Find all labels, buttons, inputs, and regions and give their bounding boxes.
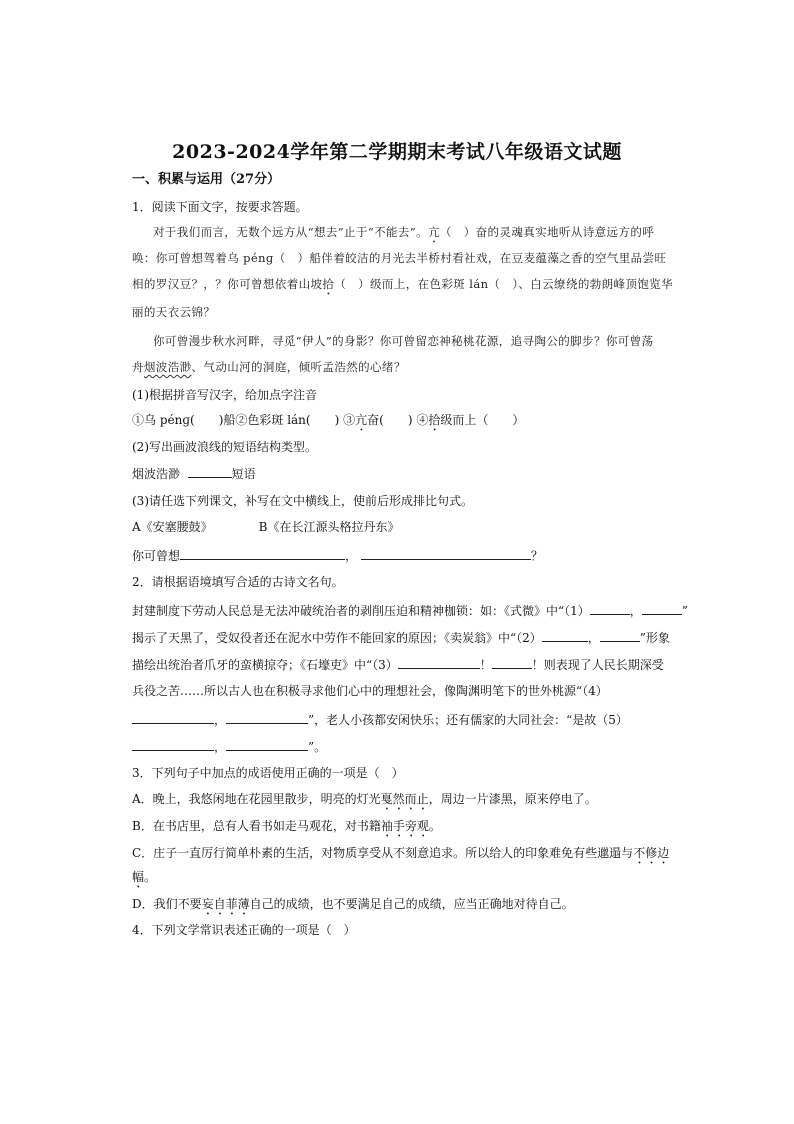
q1-passage-line: 你可曾漫步秋水河畔，寻觅“伊人”的身影？你可曾留恋神秘桃花源，追寻陶公的脚步？你可曾荡 — [153, 334, 654, 348]
punctuation: ” — [681, 604, 688, 618]
q2-text: ！则表现了人民长期深受 — [531, 658, 664, 672]
q1-sub3: (3)请任选下列课文，补写在文中横线上，使前后形成排比句式。 — [132, 494, 474, 508]
option-text: 。 — [144, 870, 157, 884]
q2-text: ”。 — [308, 740, 327, 754]
passage-text: 舟 — [132, 360, 144, 374]
q2-line — [132, 629, 677, 646]
q1-sub1: (1)根据拼音写汉字，给加点字注音 — [132, 388, 317, 402]
q1-sub2-answer — [132, 465, 677, 482]
passage-text: （ ）级而上，在色彩斑 lán（ ）、白云缭绕的勃朗峰顶饱览华 — [334, 277, 674, 291]
dotted-idiom: 不修边 — [633, 846, 670, 860]
punctuation: ， — [345, 549, 358, 563]
q2-text: 揭示了天黑了，受奴役者还在泥水中劳作不能回家的原因；《卖炭翁》中“（2） — [132, 631, 542, 645]
dotted-idiom: 幅 — [132, 870, 145, 884]
punctuation: ， — [629, 604, 642, 618]
q3-option-b — [132, 818, 677, 840]
option-text: C．庄子一直厉行简单朴素的生活，对物质享受从不刻意追求。所以给人的印象难免有些邋遢与 — [132, 846, 634, 860]
option-b: B《在长江源头格拉丹东》 — [258, 520, 400, 534]
q3-stem: 3．下列句子中加点的成语使用正确的一项是（ ） — [132, 766, 404, 780]
dotted-char: 拾 — [322, 277, 335, 291]
sub1-item: ④ — [416, 413, 429, 427]
q2-stem: 2．请根据语境填写合适的古诗文名句。 — [132, 575, 344, 589]
q2-text: ”，老人小孩都安闲快乐；还有儒家的大同社会：“是故（5） — [308, 713, 628, 727]
q2-line — [132, 656, 677, 673]
phrase-text: 短语 — [231, 467, 256, 481]
dotted-char: 拾 — [428, 413, 441, 427]
q2-line: 兵役之苦……所以古人也在积极寻求他们心中的理想社会，像陶渊明笔下的世外桃源“（4） — [132, 684, 608, 698]
answer-blank[interactable] — [542, 629, 588, 642]
wavy-underlined-phrase: 烟波浩渺 — [143, 360, 192, 374]
sub1-item: 奋( ) — [367, 413, 413, 427]
answer-blank[interactable] — [132, 711, 214, 724]
dotted-char: 亢 — [428, 225, 440, 239]
answer-prefix: 你可曾想 — [132, 549, 181, 563]
answer-blank[interactable] — [226, 738, 308, 751]
dotted-idiom: 戛然而止 — [380, 792, 429, 806]
page-title: 2023-2024学年第二学期期末考试八年级语文试题 — [172, 141, 622, 163]
q1-passage-line: 丽的天衣云锦？ — [132, 305, 216, 319]
q2-text: 描绘出统治者爪牙的蛮横掠夺；《石壕吏》中“（3） — [132, 658, 398, 672]
q1-passage-line — [132, 276, 677, 298]
answer-blank[interactable] — [642, 602, 682, 615]
option-text: 自己的成绩，也不要满足自己的成绩，应当正确地对待自己。 — [249, 897, 574, 911]
q3-option-d — [132, 896, 677, 918]
option-text: A．晚上，我悠闲地在花园里散步，明亮的灯光 — [132, 792, 381, 806]
option-text: 。 — [428, 819, 441, 833]
answer-blank[interactable] — [188, 465, 232, 478]
punctuation: ！ — [479, 658, 492, 672]
q2-text: 封建制度下劳动人民总是无法冲破统治者的剥削压迫和精神枷锁：如：《式微》中“（1） — [132, 604, 590, 618]
q1-sub3-options — [132, 519, 677, 535]
q2-line — [132, 602, 688, 619]
option-a: A《安塞腰鼓》 — [132, 520, 213, 534]
punctuation: ， — [214, 713, 227, 727]
option-text: ，周边一片漆黑，原来停电了。 — [428, 792, 597, 806]
answer-blank[interactable] — [590, 602, 630, 615]
sub1-item: 级而上（ ） — [440, 413, 525, 427]
q2-text: ”形象 — [639, 631, 670, 645]
q2-line — [132, 711, 677, 728]
q4-stem: 4．下列文学常识表述正确的一项是（ ） — [132, 923, 356, 937]
q1-sub1-items — [132, 412, 677, 434]
q1-passage-line — [132, 359, 677, 375]
passage-text: 、气动山河的洞庭，倾听孟浩然的心绪？ — [191, 360, 406, 374]
answer-blank[interactable] — [180, 547, 345, 560]
dotted-idiom: 袖手旁观 — [380, 819, 429, 833]
punctuation: ， — [587, 631, 600, 645]
q1-sub2: (2)写出画波浪线的短语结构类型。 — [132, 440, 317, 454]
q1-stem: 1．阅读下面文字，按要求答题。 — [132, 200, 308, 214]
q3-option-a — [132, 791, 677, 813]
q1-passage-line: 唤：你可曾想驾着乌 pénɡ（ ）船伴着皎洁的月光去半桥村看社戏，在豆麦蕴藻之香的空气里品尝旺 — [132, 251, 667, 265]
punctuation: ， — [214, 740, 227, 754]
answer-blank[interactable] — [132, 738, 214, 751]
passage-text: （ ）奋的灵魂真实地听从诗意远方的呼 — [439, 225, 655, 239]
q3-option-c-cont — [132, 869, 677, 891]
sub1-item: ①乌 pénɡ( )船 — [132, 413, 236, 427]
sub1-item: ②色彩斑 lán( ) — [235, 413, 340, 427]
punctuation: ？ — [530, 549, 543, 563]
q2-line — [132, 738, 677, 755]
dotted-char: 亢 — [355, 413, 368, 427]
option-text: B．在书店里，总有人看书如走马观花，对书籍 — [132, 819, 381, 833]
q1-passage-line — [153, 224, 698, 246]
dotted-idiom: 妄自菲薄 — [201, 897, 250, 911]
answer-blank[interactable] — [600, 629, 640, 642]
option-text: D．我们不要 — [132, 897, 202, 911]
answer-blank[interactable] — [492, 656, 532, 669]
answer-blank[interactable] — [361, 547, 531, 560]
passage-text: 相的罗汉豆？，？你可曾想依着山坡 — [132, 277, 323, 291]
answer-blank[interactable] — [226, 711, 308, 724]
phrase-text: 烟波浩渺 — [132, 467, 181, 481]
q1-sub3-answer — [132, 547, 677, 564]
q3-option-c — [132, 845, 677, 867]
passage-text: 对于我们而言，无数个远方从“想去”止于“不能去”。 — [153, 225, 429, 239]
sub1-item: ③ — [343, 413, 356, 427]
section-heading: 一、积累与运用（27分） — [132, 172, 281, 187]
answer-blank[interactable] — [398, 656, 480, 669]
